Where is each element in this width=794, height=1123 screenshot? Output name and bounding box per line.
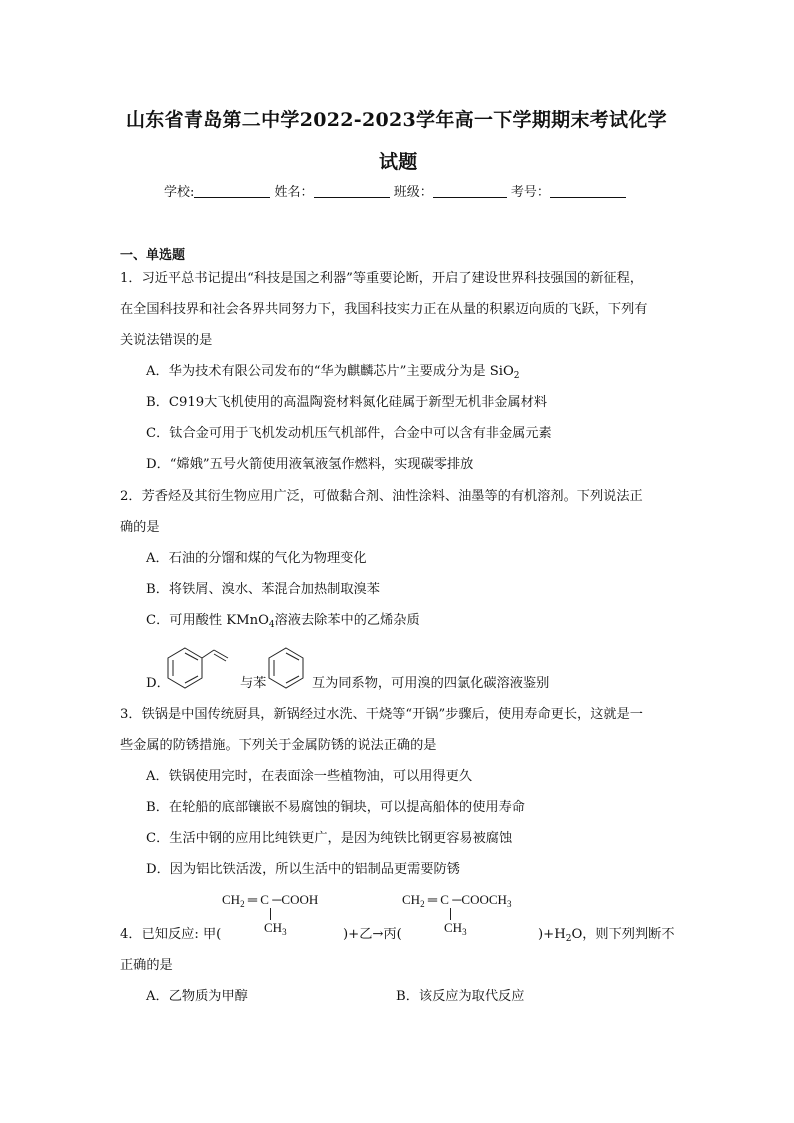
f1-ch2: CH (222, 892, 241, 907)
q3-option-a[interactable]: A．铁锅使用完时，在表面涂一些植物油，可以用得更久 (146, 769, 473, 784)
q3-line2: 些金属的防锈措施。下列关于金属防锈的说法正确的是 (120, 738, 437, 753)
q1-option-a[interactable] (146, 364, 520, 380)
q2-line2: 确的是 (120, 520, 160, 535)
q4-line2: 正确的是 (120, 958, 173, 973)
f1-single-bond: ─ (272, 892, 282, 907)
f2-cooch: COOCH (461, 892, 507, 907)
class-label: 班级： (393, 185, 433, 200)
q3-option-c[interactable]: C．生活中钢的应用比纯铁更广，是因为纯铁比钢更容易被腐蚀 (146, 831, 513, 846)
q1-option-a-text: A．华为技术有限公司发布的“华为麒麟芯片”主要成分为是 SiO (146, 364, 514, 379)
page-title-line2: 试题 (379, 151, 418, 173)
exam-no-blank[interactable] (550, 184, 626, 198)
exam-no-label: 考号： (510, 185, 550, 200)
f2-methyl-sub: 3 (462, 927, 467, 937)
name-label: 姓名： (274, 185, 314, 200)
q2-option-c[interactable] (146, 613, 420, 629)
q3-option-b[interactable]: B．在轮船的底部镶嵌不易腐蚀的铜块，可以提高船体的使用寿命 (146, 800, 525, 815)
q1-option-a-sub: 2 (513, 371, 520, 381)
q4-stem-a: 4．已知反应: 甲( (120, 927, 222, 942)
q2-option-c-text2: 溶液去除苯中的乙烯杂质 (274, 613, 420, 628)
f2-vertical-bond (450, 908, 451, 920)
f1-double-bond: ═ (247, 892, 258, 907)
q4-stem-d-text: O，则下列判断不 (571, 927, 675, 942)
styrene-structure (162, 646, 234, 692)
q4-stem-c (538, 927, 675, 943)
q2-option-c-text: C．可用酸性 KMnO (146, 613, 269, 628)
school-label: 学校: (164, 185, 195, 200)
q3-line1: 3．铁锅是中国传统厨具，新锅经过水洗、干烧等“开锅”步骤后，使用寿命更长，这就是一 (120, 707, 643, 722)
q1-line1: 1．习近平总书记提出“科技是国之利器”等重要论断，开启了建设世界科技强国的新征程， (120, 271, 643, 286)
q4-stem-b: )+乙→丙( (343, 927, 402, 942)
benzene-structure (266, 646, 306, 692)
f2-cooch-sub: 3 (506, 899, 512, 909)
f1-ch2-sub: 2 (240, 899, 245, 909)
f2-c: C (440, 892, 449, 907)
q2-option-d-mid: 与苯 (240, 676, 267, 691)
f1-methyl-ch: CH (264, 920, 283, 935)
f2-methyl (444, 920, 467, 936)
q1-option-b[interactable]: B．C919大飞机使用的高温陶瓷材料氮化硅属于新型无机非金属材料 (146, 395, 548, 410)
student-info-row (164, 181, 626, 200)
class-blank[interactable] (433, 184, 507, 198)
q2-option-b[interactable]: B．将铁屑、溴水、苯混合加热制取溴苯 (146, 582, 380, 597)
section-heading: 一、单选题 (120, 248, 186, 263)
methacrylic-acid-formula (222, 892, 318, 908)
f1-c: C (260, 892, 269, 907)
page-title-line1: 山东省青岛第二中学2022-2023学年高一下学期期末考试化学 (126, 109, 667, 131)
q1-line3: 关说法错误的是 (120, 333, 213, 348)
f2-double-bond: ═ (427, 892, 438, 907)
f1-cooh: COOH (281, 892, 319, 907)
q3-option-d[interactable]: D．因为铝比铁活泼，所以生活中的铝制品更需要防锈 (146, 862, 460, 877)
q4-option-a[interactable]: A．乙物质为甲醇 (146, 989, 248, 1004)
f2-ch2: CH (402, 892, 421, 907)
q4-stem-c-text: )+H (538, 927, 566, 942)
q2-option-a[interactable]: A．石油的分馏和煤的气化为物理变化 (146, 551, 367, 566)
q4-stem-c-sub: 2 (565, 934, 572, 944)
methyl-methacrylate-formula (402, 892, 511, 908)
q1-option-c[interactable]: C．钛合金可用于飞机发动机压气机部件，合金中可以含有非金属元素 (146, 426, 552, 441)
q1-option-d[interactable]: D．“嫦娥”五号火箭使用液氧液氢作燃料，实现碳零排放 (146, 457, 474, 472)
f1-vertical-bond (270, 908, 271, 920)
f2-ch2-sub: 2 (420, 899, 425, 909)
q4-option-b[interactable]: B．该反应为取代反应 (396, 989, 525, 1004)
f1-methyl (264, 920, 287, 936)
name-blank[interactable] (314, 184, 390, 198)
f2-methyl-ch: CH (444, 920, 463, 935)
q1-line2: 在全国科技界和社会各界共同努力下，我国科技实力正在从量的积累迈向质的飞跃，下列有 (120, 302, 648, 317)
f1-methyl-sub: 3 (282, 927, 287, 937)
q2-line1: 2．芳香烃及其衍生物应用广泛，可做黏合剂、油性涂料、油墨等的有机溶剂。下列说法正 (120, 489, 643, 504)
q2-option-d-label[interactable]: D． (146, 676, 170, 691)
q2-option-c-sub: 4 (268, 620, 275, 630)
school-blank[interactable] (194, 184, 270, 198)
f2-single-bond: ─ (452, 892, 462, 907)
q2-option-d-text: 互为同系物，可用溴的四氯化碳溶液鉴别 (312, 676, 550, 691)
